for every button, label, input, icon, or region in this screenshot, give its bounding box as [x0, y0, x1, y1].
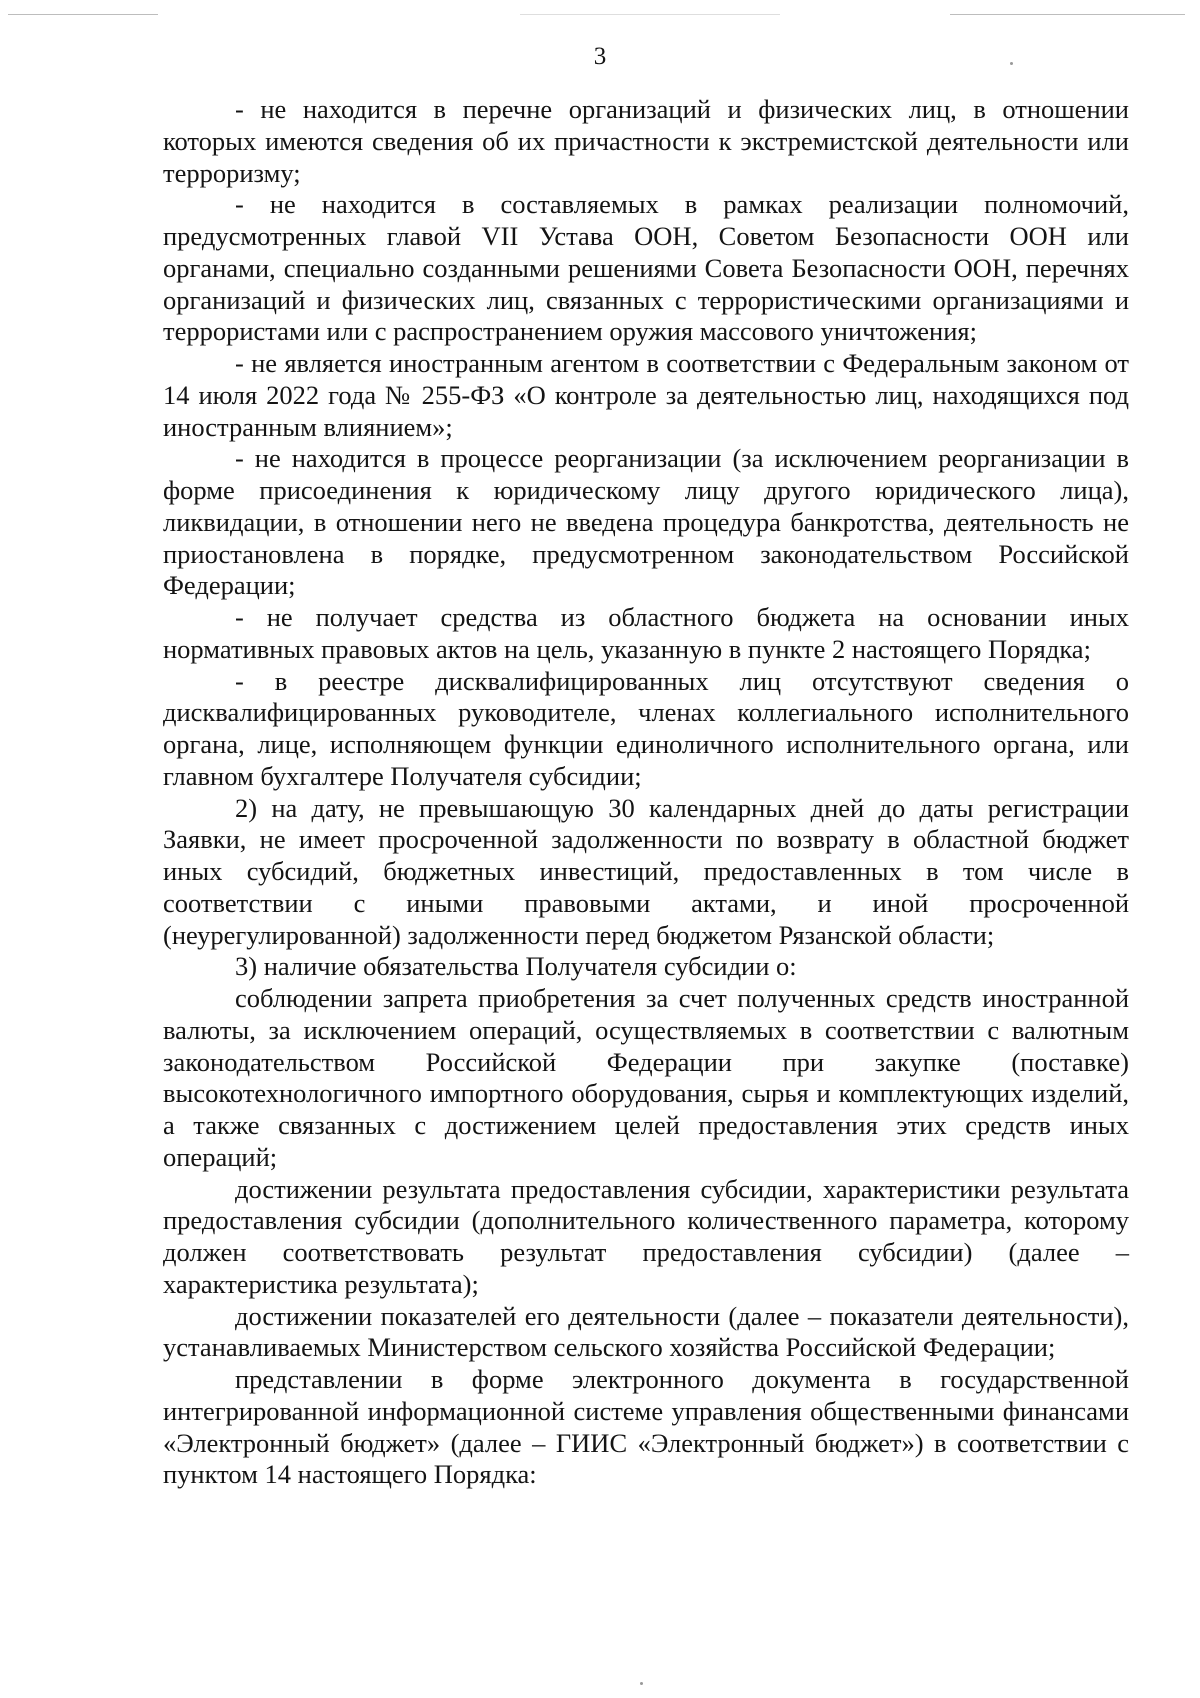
paragraph-foreign-agent: - не является иностранным агентом в соответствии с Федеральным законом от 14 июля 2022 года № 255-ФЗ «О контроле за деятельностью лиц, находящихся под иностранным влиянием»;	[163, 348, 1129, 442]
paragraph-performance-indicators: достижении показателей его деятельности (далее – показатели деятельности), устанавливаемых Министерством сельского хозяйства Российской Федерации;	[163, 1300, 1129, 1363]
paragraph-currency-ban: соблюдении запрета приобретения за счет полученных средств иностранной валюты, за исключением операций, осуществляемых в соответствии с валютным законодательством Российской Федерации при закупке (поставке) высокотехнологичного импортного оборудования, сырья и комплектующих изделий, а также связанных с достижением целей предоставления этих средств иных операций;	[163, 983, 1129, 1172]
paragraph-disqualified-persons: - в реестре дисквалифицированных лиц отсутствуют сведения о дисквалифицированных руководителе, членах коллегиального исполнительного органа, лице, исполняющем функции единоличного исполнительного органа, или главном бухгалтере Получателя субсидии;	[163, 665, 1129, 791]
paragraph-reorganization: - не находится в процессе реорганизации (за исключением реорганизации в форме присоединения к юридическому лицу другого юридического лица), ликвидации, в отношении него не введена процедура банкротства, деятельность не приостановлена в порядке, предусмотренном законодательством Российской Федерации;	[163, 443, 1129, 601]
scan-edge-artifact-right	[950, 14, 1185, 15]
document-body	[163, 94, 1129, 1491]
scan-edge-artifact-left	[8, 14, 158, 15]
paragraph-item-2-debt: 2) на дату, не превышающую 30 календарных дней до даты регистрации Заявки, не имеет просроченной задолженности по возврату в областной бюджет иных субсидий, бюджетных инвестиций, предоставленных в том числе в соответствии с иными правовыми актами, и иной просроченной (неурегулированной) задолженности перед бюджетом Рязанской области;	[163, 792, 1129, 950]
paragraph-item-3-obligations: 3) наличие обязательства Получателя субсидии о:	[235, 951, 797, 982]
scan-edge-artifact-middle	[520, 14, 780, 15]
paragraph-other-funding: - не получает средства из областного бюджета на основании иных нормативных правовых актов на цель, указанную в пункте 2 настоящего Порядка;	[163, 602, 1129, 664]
paragraph-un-sanctions-list: - не находится в составляемых в рамках реализации полномочий, предусмотренных главой VII Устава ООН, Советом Безопасности ООН или органами, специально созданными решениями Совета Безопасности ООН, перечнях организаций и физических лиц, связанных с террористическими организациями и террористами или с распространением оружия массового уничтожения;	[163, 189, 1129, 347]
scan-speck	[640, 1682, 643, 1685]
paragraph-result-achievement: достижении результата предоставления субсидии, характеристики результата предоставления субсидии (дополнительного количественного параметра, которому должен соответствовать результат предоставления субсидии) (далее – характеристика результата);	[163, 1173, 1129, 1299]
paragraph-electronic-budget: представлении в форме электронного документа в государственной интегрированной информационной системе управления общественными финансами «Электронный бюджет» (далее – ГИИС «Электронный бюджет») в соответствии с пунктом 14 настоящего Порядка:	[163, 1364, 1129, 1490]
page-number: 3	[593, 43, 607, 70]
paragraph-extremism-list: - не находится в перечне организаций и физических лиц, в отношении которых имеются сведения об их причастности к экстремистской деятельности или терроризму;	[163, 94, 1129, 188]
